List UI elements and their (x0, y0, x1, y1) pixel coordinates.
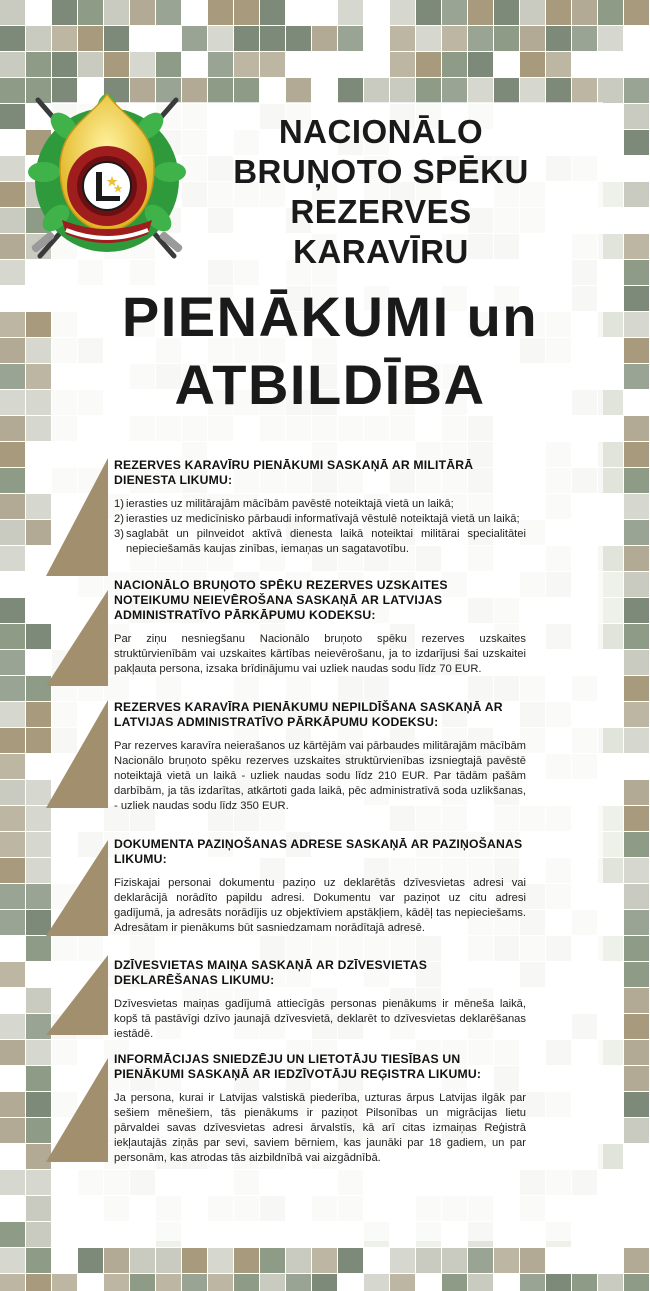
section-heading: DZĪVESVIETAS MAIŅA SASKAŅĀ AR DZĪVESVIETAS DEKLARĒŠANAS LIKUMU: (114, 958, 428, 987)
mosaic-tile (0, 936, 25, 961)
mosaic-tile (52, 52, 77, 77)
mosaic-tile (0, 832, 25, 857)
mosaic-tile (0, 546, 25, 571)
mosaic-tile (624, 260, 649, 285)
mosaic-tile (416, 26, 441, 51)
list-item-text: ierasties uz medicīnisko pārbaudi informatīvajā vēstulē noteiktajā vietā un laikā; (126, 513, 520, 525)
title-line: REZERVES (290, 193, 472, 230)
mosaic-tile (26, 312, 51, 337)
mosaic-tile (0, 702, 25, 727)
mosaic-tile (364, 78, 389, 103)
mosaic-tile (390, 52, 415, 77)
section-notification-address (114, 837, 526, 936)
mosaic-tile (364, 52, 389, 77)
mosaic-tile (0, 286, 25, 311)
mosaic-tile (234, 78, 259, 103)
mosaic-tile (390, 26, 415, 51)
mosaic-tile (234, 0, 259, 25)
mosaic-tile (0, 988, 25, 1013)
mosaic-tile (52, 0, 77, 25)
mosaic-tile (624, 884, 649, 909)
mosaic-tile (0, 962, 25, 987)
mosaic-tile (52, 1274, 77, 1291)
mosaic-tile (546, 26, 571, 51)
mosaic-tile (0, 234, 25, 259)
mosaic-tile (624, 806, 649, 831)
mosaic-tile (520, 52, 545, 77)
mosaic-tile (390, 78, 415, 103)
mosaic-tile (0, 364, 25, 389)
mosaic-tile (26, 364, 51, 389)
mosaic-tile (494, 0, 519, 25)
mosaic-tile (286, 1274, 311, 1291)
mosaic-tile (416, 1248, 441, 1273)
mosaic-tile (0, 312, 25, 337)
mosaic-tile (286, 0, 311, 25)
mosaic-tile (0, 1040, 25, 1065)
mosaic-tile (26, 0, 51, 25)
mosaic-tile (624, 910, 649, 935)
mosaic-tile (0, 1118, 25, 1143)
mosaic-tile (624, 468, 649, 493)
latvian-reserve-forces-emblem-icon (24, 88, 190, 268)
mosaic-tile (624, 104, 649, 129)
mosaic-tile (624, 182, 649, 207)
mosaic-tile (26, 1274, 51, 1291)
mosaic-tile (208, 26, 233, 51)
section-population-register (114, 1052, 526, 1166)
mosaic-tile (624, 364, 649, 389)
title-organization (200, 112, 562, 272)
mosaic-tile (26, 52, 51, 77)
mosaic-tile (624, 728, 649, 753)
mosaic-tile (624, 208, 649, 233)
section-heading: NACIONĀLO BRUŅOTO SPĒKU REZERVES UZSKAITES NOTEIKUMU NEIEVĒROŠANA SASKAŅĀ AR LATVIJAS ADMINISTRATĪVO PĀRKĀPUMU KODEKSU: (114, 578, 448, 622)
mosaic-tile (468, 1248, 493, 1273)
mosaic-tile (0, 26, 25, 51)
mosaic-tile (104, 1248, 129, 1273)
mosaic-tile (468, 1274, 493, 1291)
section-body: Dzīvesvietas maiņas gadījumā attiecīgās personas pienākums ir mēneša laikā, kopš tā pastāvīgi dzīvo jaunajā dzīvesvietā, deklarēt to dzīvesvietas deklarēšanas iestādē. (114, 998, 526, 1040)
mosaic-tile (312, 1274, 337, 1291)
section-heading: INFORMĀCIJAS SNIEDZĒJU UN LIETOTĀJU TIESĪBAS UN PIENĀKUMI SASKAŅĀ AR IEDZĪVOTĀJU REĢISTRA LIKUMU: (114, 1052, 482, 1081)
mosaic-tile (598, 1274, 623, 1291)
mosaic-tile (208, 1248, 233, 1273)
mosaic-tile (260, 52, 285, 77)
mosaic-tile (468, 26, 493, 51)
mosaic-tile (468, 0, 493, 25)
mosaic-tile (156, 1274, 181, 1291)
mosaic-tile (0, 156, 25, 181)
mosaic-tile (494, 26, 519, 51)
mosaic-tile (182, 1274, 207, 1291)
mosaic-tile (624, 416, 649, 441)
mosaic-tile (364, 0, 389, 25)
mosaic-tile (624, 156, 649, 181)
mosaic-tile (624, 0, 649, 25)
section-triangle-icon (46, 590, 108, 686)
mosaic-tile (286, 78, 311, 103)
mosaic-tile (104, 1274, 129, 1291)
mosaic-tile (338, 26, 363, 51)
section-body: Fiziskajai personai dokumentu paziņo uz deklarētās dzīvesvietas adresi vai deklarācijā norādīto papildu adresi. Dokumentu var paziņot uz citu adresi gadījumā, ja adresāts norādījis uz objektīviem apstākļiem, kādēļ tas nepieciešams. Adresātam ir pienākums būt sasniedzamam norādītajā adresē. (114, 877, 526, 934)
mosaic-tile (624, 1144, 649, 1169)
mosaic-tile (624, 130, 649, 155)
mosaic-tile (624, 702, 649, 727)
mosaic-tile (0, 52, 25, 77)
mosaic-tile (104, 26, 129, 51)
mosaic-tile (0, 468, 25, 493)
mosaic-tile (26, 416, 51, 441)
section-triangle-icon (46, 1058, 108, 1162)
mosaic-tile (0, 598, 25, 623)
list-item-number: 2) (114, 513, 124, 525)
mosaic-tile (494, 1274, 519, 1291)
mosaic-tile (416, 52, 441, 77)
section-duty-non-fulfillment (114, 700, 526, 814)
mosaic-tile (208, 1274, 233, 1291)
title-line: NACIONĀLO (278, 113, 484, 150)
mosaic-tile (0, 754, 25, 779)
mosaic-tile (572, 78, 597, 103)
mosaic-tile (598, 78, 623, 103)
mosaic-tile (624, 1092, 649, 1117)
mosaic-tile (0, 1196, 25, 1221)
mosaic-tile (0, 1144, 25, 1169)
mosaic-tile (234, 26, 259, 51)
mosaic-tile (624, 1170, 649, 1195)
mosaic-tile (0, 806, 25, 831)
mosaic-tile (624, 936, 649, 961)
mosaic-tile (624, 1118, 649, 1143)
title-line: KARAVĪRU (293, 233, 469, 270)
title-main-line: ATBILDĪBA (174, 353, 486, 416)
mosaic-tile (390, 1248, 415, 1273)
mosaic-tile (624, 650, 649, 675)
mosaic-tile (624, 390, 649, 415)
mosaic-tile (624, 312, 649, 337)
mosaic-tile (312, 78, 337, 103)
mosaic-tile (0, 442, 25, 467)
section-body: Ja persona, kurai ir Latvijas valstiskā piederība, uzturas ārpus Latvijas ilgāk par sešiem mēnešiem, tās pienākums ir paziņot Pilsonības un migrācijas lietu pārvaldei savas dzīvesvietas adresi ārvalstīs, kā arī citas izmaiņas Reģistrā iekļautajās ziņās par sevi, saviem bērniem, kas jaunāki par 18 gadiem, un par personām, kas atrodas tās aizbildnībā vai aizgādnībā. (114, 1092, 526, 1164)
mosaic-tile (442, 78, 467, 103)
mosaic-tile (234, 52, 259, 77)
mosaic-tile (0, 1248, 25, 1273)
mosaic-tile (442, 1248, 467, 1273)
mosaic-tile (572, 26, 597, 51)
mosaic-tile (624, 754, 649, 779)
mosaic-tile (130, 26, 155, 51)
mosaic-tile (416, 1274, 441, 1291)
mosaic-tile (494, 52, 519, 77)
mosaic-tile (0, 780, 25, 805)
mosaic-tile (624, 78, 649, 103)
mosaic-tile (286, 1248, 311, 1273)
mosaic-tile (0, 1066, 25, 1091)
mosaic-tile (598, 26, 623, 51)
section-body: Par ziņu nesniegšanu Nacionālo bruņoto spēku rezerves uzskaites struktūrvienībām vai uzskaites kārtības neievērošanu, ja to izdarījusi šai uzskaitei pakļauta persona, izsaka brīdinājumu vai uzliek naudas sodu līdz 70 EUR. (114, 633, 526, 675)
mosaic-tile (312, 1248, 337, 1273)
mosaic-tile (0, 858, 25, 883)
mosaic-tile (286, 52, 311, 77)
mosaic-tile (78, 52, 103, 77)
mosaic-tile (52, 1248, 77, 1273)
mosaic-tile (338, 1248, 363, 1273)
mosaic-tile (26, 1222, 51, 1247)
mosaic-tile (260, 1274, 285, 1291)
mosaic-tile (416, 0, 441, 25)
mosaic-tile (624, 1066, 649, 1091)
mosaic-tile (442, 52, 467, 77)
mosaic-tile (260, 26, 285, 51)
section-heading: REZERVES KARAVĪRA PIENĀKUMU NEPILDĪŠANA SASKAŅĀ AR LATVIJAS ADMINISTRATĪVO PĀRKĀPUMU KODEKSU: (114, 700, 503, 729)
mosaic-tile (416, 78, 441, 103)
mosaic-tile (520, 1274, 545, 1291)
mosaic-tile (0, 520, 25, 545)
mosaic-tile (624, 1248, 649, 1273)
section-triangle-icon (46, 458, 108, 576)
mosaic-tile (338, 0, 363, 25)
mosaic-tile (546, 78, 571, 103)
mosaic-tile (0, 884, 25, 909)
mosaic-tile (468, 52, 493, 77)
mosaic-tile (494, 1248, 519, 1273)
mosaic-tile (182, 0, 207, 25)
title-main-line: PIENĀKUMI un (121, 285, 539, 348)
list-item-number: 3) (114, 528, 124, 540)
list-item (114, 497, 526, 512)
mosaic-tile (0, 1274, 25, 1291)
mosaic-tile (78, 1274, 103, 1291)
mosaic-tile (0, 494, 25, 519)
mosaic-tile (156, 1248, 181, 1273)
mosaic-tile (624, 780, 649, 805)
mosaic-tile (442, 0, 467, 25)
mosaic-tile (338, 52, 363, 77)
mosaic-tile (0, 104, 25, 129)
mosaic-tile (572, 0, 597, 25)
mosaic-tile (260, 0, 285, 25)
mosaic-tile (182, 1248, 207, 1273)
mosaic-tile (624, 1222, 649, 1247)
mosaic-tile (0, 78, 25, 103)
mosaic-tile (546, 1248, 571, 1273)
mosaic-tile (130, 1248, 155, 1273)
mosaic-tile (338, 1274, 363, 1291)
mosaic-tile (0, 1222, 25, 1247)
mosaic-tile (624, 988, 649, 1013)
mosaic-tile (104, 52, 129, 77)
mosaic-tile (364, 1274, 389, 1291)
mosaic-tile (208, 78, 233, 103)
mosaic-tile (78, 26, 103, 51)
mosaic-tile (26, 286, 51, 311)
mosaic-tile (182, 26, 207, 51)
mosaic-tile (624, 442, 649, 467)
mosaic-tile (390, 0, 415, 25)
mosaic-tile (0, 1014, 25, 1039)
mosaic-tile (104, 0, 129, 25)
mosaic-tile (0, 338, 25, 363)
mosaic-tile (520, 0, 545, 25)
mosaic-tile (624, 494, 649, 519)
mosaic-tile (624, 338, 649, 363)
mosaic-tile (624, 572, 649, 597)
mosaic-tile (0, 1092, 25, 1117)
mosaic-tile (546, 1274, 571, 1291)
mosaic-tile (208, 52, 233, 77)
mosaic-tile (624, 52, 649, 77)
mosaic-tile (0, 260, 25, 285)
mosaic-tile (26, 26, 51, 51)
mosaic-tile (26, 338, 51, 363)
list-item-text: ierasties uz militārajām mācībām pavēstē noteiktajā vietā un laikā; (126, 498, 454, 510)
mosaic-tile (156, 52, 181, 77)
mosaic-tile (26, 390, 51, 415)
mosaic-tile (598, 1248, 623, 1273)
mosaic-tile (26, 1170, 51, 1195)
mosaic-tile (182, 52, 207, 77)
mosaic-tile (260, 78, 285, 103)
list-item-number: 1) (114, 498, 124, 510)
mosaic-tile (0, 676, 25, 701)
mosaic-tile (624, 676, 649, 701)
mosaic-tile (624, 962, 649, 987)
mosaic-tile (0, 572, 25, 597)
mosaic-tile (572, 52, 597, 77)
mosaic-tile (0, 416, 25, 441)
mosaic-tile (468, 78, 493, 103)
section-triangle-icon (46, 840, 108, 936)
mosaic-tile (234, 1274, 259, 1291)
mosaic-tile (26, 806, 51, 831)
mosaic-tile (572, 1274, 597, 1291)
mosaic-tile (312, 26, 337, 51)
mosaic-tile (624, 234, 649, 259)
mosaic-tile (130, 52, 155, 77)
mosaic-tile (312, 52, 337, 77)
list-item-text: saglabāt un pilnveidot aktīvā dienesta laikā noteiktai militārai specialitātei nepieciešamās kaujas zinības, iemaņas un sagatavotību. (126, 528, 526, 555)
mosaic-tile (364, 1248, 389, 1273)
mosaic-tile (0, 390, 25, 415)
mosaic-tile (520, 78, 545, 103)
mosaic-tile (624, 26, 649, 51)
mosaic-tile (312, 0, 337, 25)
mosaic-tile (338, 78, 363, 103)
mosaic-tile (130, 0, 155, 25)
mosaic-tile (624, 832, 649, 857)
mosaic-tile (0, 728, 25, 753)
mosaic-tile (624, 624, 649, 649)
mosaic-tile (286, 26, 311, 51)
mosaic-tile (130, 1274, 155, 1291)
mosaic-tile (0, 624, 25, 649)
mosaic-tile (624, 1040, 649, 1065)
section-heading: DOKUMENTA PAZIŅOŠANAS ADRESE SASKAŅĀ AR PAZIŅOŠANAS LIKUMU: (114, 837, 523, 866)
mosaic-tile (520, 26, 545, 51)
section-heading: REZERVES KARAVĪRU PIENĀKUMI SASKAŅĀ AR MILITĀRĀ DIENESTA LIKUMU: (114, 458, 474, 487)
mosaic-tile (624, 1196, 649, 1221)
mosaic-tile (0, 0, 25, 25)
mosaic-tile (390, 1274, 415, 1291)
mosaic-tile (156, 0, 181, 25)
mosaic-tile (0, 182, 25, 207)
mosaic-tile (0, 130, 25, 155)
mosaic-tile (260, 1248, 285, 1273)
mosaic-tile (234, 1248, 259, 1273)
mosaic-tile (624, 1014, 649, 1039)
section-triangle-icon (46, 955, 108, 1035)
mosaic-tile (520, 1248, 545, 1273)
title-line: BRUŅOTO SPĒKU (233, 153, 529, 190)
mosaic-tile (208, 0, 233, 25)
mosaic-tile (624, 520, 649, 545)
mosaic-tile (546, 0, 571, 25)
title-main (70, 283, 590, 419)
section-triangle-icon (46, 700, 108, 808)
section-residence-change (114, 958, 526, 1042)
mosaic-tile (364, 26, 389, 51)
mosaic-tile (624, 598, 649, 623)
duties-list (114, 497, 526, 557)
mosaic-tile (624, 546, 649, 571)
section-military-service-duties (114, 458, 526, 557)
mosaic-tile (546, 52, 571, 77)
mosaic-tile (156, 26, 181, 51)
mosaic-tile (598, 0, 623, 25)
mosaic-tile (572, 1248, 597, 1273)
mosaic-tile (624, 1274, 649, 1291)
mosaic-tile (0, 650, 25, 675)
mosaic-tile (624, 858, 649, 883)
mosaic-tile (0, 208, 25, 233)
mosaic-tile (0, 910, 25, 935)
mosaic-tile (26, 1248, 51, 1273)
mosaic-tile (494, 78, 519, 103)
mosaic-tile (78, 1248, 103, 1273)
section-body: Par rezerves karavīra neierašanos uz kārtējām vai pārbaudes militārajām mācībām Nacionālo bruņoto spēku rezerves uzskaites struktūrvienības izsniegtajā pavēstē noteiktajā vietā un laikā - uzliek naudas sodu līdz 210 EUR. Par tādām pašām darbībām, ja tās izdarītas, atkārtoti gada laikā, pēc administratīvā soda uzlikšanas, - uzliek naudas sodu līdz 350 EUR. (114, 740, 526, 812)
mosaic-tile (26, 1196, 51, 1221)
list-item (114, 512, 526, 527)
mosaic-tile (442, 1274, 467, 1291)
section-registration-rules (114, 578, 526, 677)
mosaic-tile (624, 286, 649, 311)
mosaic-tile (52, 26, 77, 51)
mosaic-tile (442, 26, 467, 51)
mosaic-tile (0, 1170, 25, 1195)
mosaic-tile (78, 0, 103, 25)
list-item (114, 527, 526, 557)
mosaic-tile (598, 52, 623, 77)
